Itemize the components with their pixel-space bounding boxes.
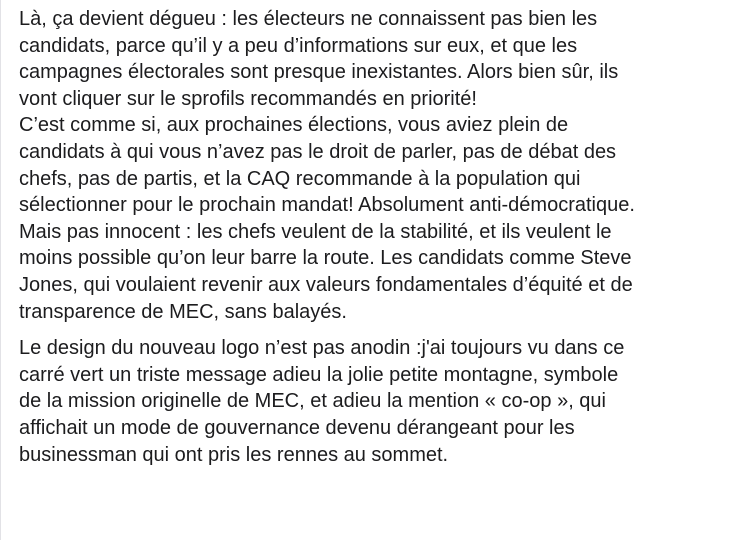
text-line: transparence de MEC, sans balayés. (19, 300, 347, 323)
text-line: Jones, qui voulaient revenir aux valeurs fondamentales d’équité et de (19, 273, 633, 296)
text-line: chefs, pas de partis, et la CAQ recommande à la population qui (19, 167, 581, 190)
text-line: affichait un mode de gouvernance devenu dérangeant pour les (19, 416, 575, 439)
text-line: Mais pas innocent : les chefs veulent de la stabilité, et ils veulent le (19, 220, 612, 243)
text-line: Là, ça devient dégueu : les électeurs ne connaissent pas bien les (19, 8, 598, 30)
text-line: C’est comme si, aux prochaines élections, vous aviez plein de (19, 114, 569, 137)
post-paragraph-2 (19, 335, 736, 468)
text-line: de la mission originelle de MEC, et adieu la mention « co-op », qui (19, 390, 606, 413)
post-paragraph-1 (19, 6, 736, 325)
text-line: businessman qui ont pris les rennes au sommet. (19, 443, 449, 466)
text-line: candidats, parce qu’il y a peu d’informations sur eux, et que les (19, 34, 578, 57)
text-line: candidats à qui vous n’avez pas le droit de parler, pas de débat des (19, 140, 617, 163)
text-line: campagnes électorales sont presque inexistantes. Alors bien sûr, ils (19, 61, 619, 84)
text-line: Le design du nouveau logo n’est pas anodin :j'ai toujours vu dans ce (19, 337, 625, 360)
text-line: vont cliquer sur le sprofils recommandés en priorité! (19, 87, 477, 110)
text-line: carré vert un triste message adieu la jolie petite montagne, symbole (19, 363, 619, 386)
text-line: sélectionner pour le prochain mandat! Absolument anti-démocratique. (19, 194, 635, 217)
text-line: moins possible qu’on leur barre la route. Les candidats comme Steve (19, 247, 632, 270)
